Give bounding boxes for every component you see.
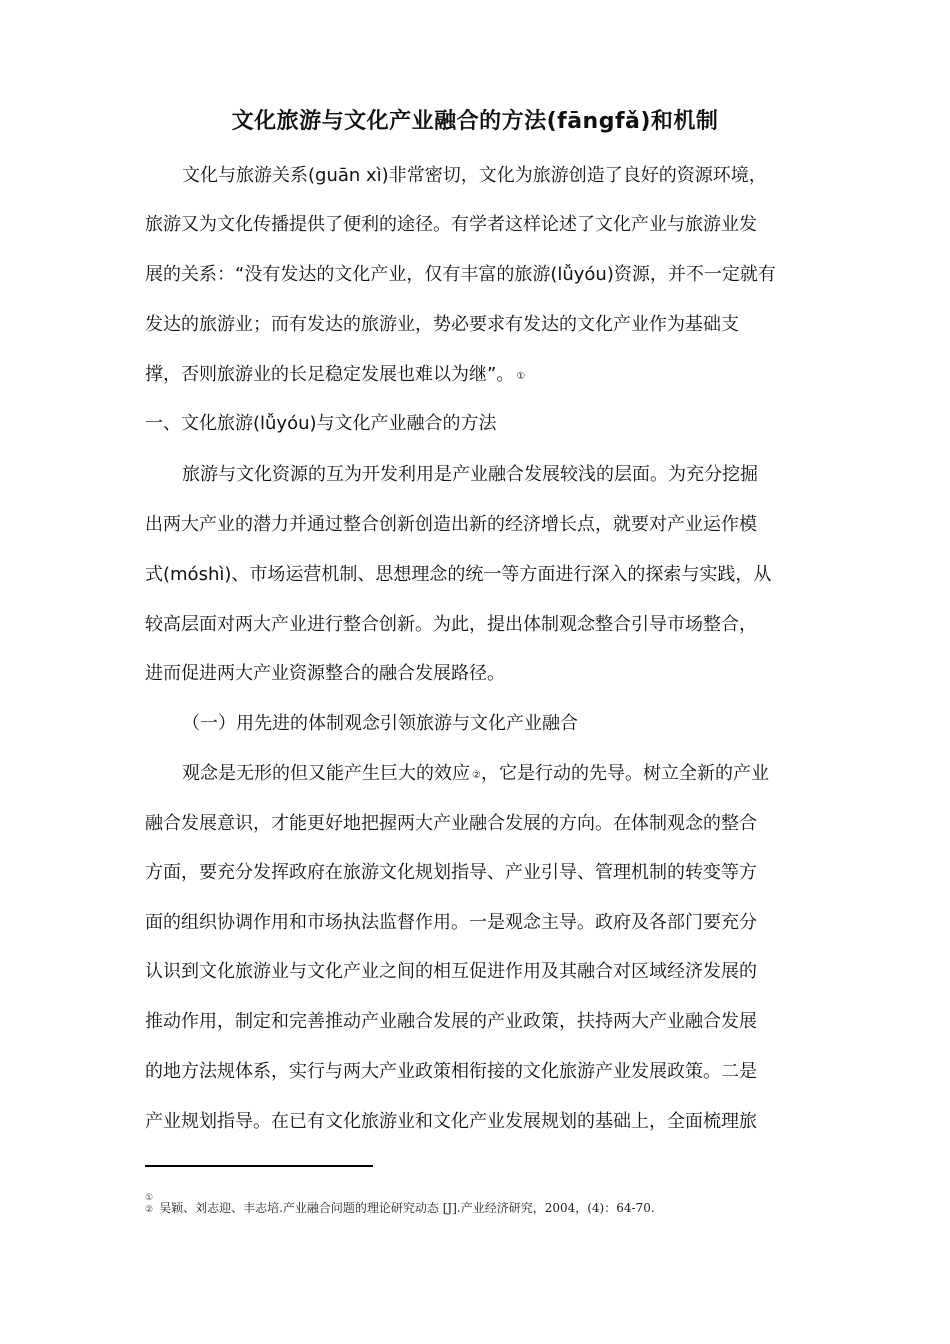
- paragraph-line: 面的组织协调作用和市场执法监督作用。一是观念主导。政府及各部门要充分: [145, 912, 757, 933]
- paragraph-line: 认识到文化旅游业与文化产业之间的相互促进作用及其融合对区域经济发展的: [145, 961, 757, 982]
- paragraph-text: 观念是无形的但又能产生巨大的效应: [182, 763, 470, 784]
- paragraph-text: 撑，否则旅游业的长足稳定发展也难以为继”。: [145, 364, 515, 385]
- footnote-reference-2[interactable]: ②: [472, 770, 481, 781]
- paragraph-line: 融合发展意识，才能更好地把握两大产业融合发展的方向。在体制观念的整合: [145, 813, 757, 834]
- document-title: 文化旅游与文化产业融合的方法(fāngfǎ)和机制: [231, 109, 719, 134]
- paragraph-line: 方面，要充分发挥政府在旅游文化规划指导、产业引导、管理机制的转变等方: [145, 862, 757, 883]
- paragraph-line: [182, 760, 769, 790]
- footnote-2: [145, 1197, 655, 1216]
- paragraph-line: [145, 361, 525, 391]
- footnote-mark-1: ①: [145, 1193, 154, 1203]
- subsection-heading-1: （一）用先进的体制观念引领旅游与文化产业融合: [182, 713, 578, 734]
- paragraph-line: 发达的旅游业；而有发达的旅游业，势必要求有发达的文化产业作为基础支: [145, 314, 739, 335]
- footnote-reference-1[interactable]: ①: [516, 371, 526, 382]
- paragraph-line: 展的关系：“没有发达的文化产业，仅有丰富的旅游(lǚyóu)资源，并不一定就有: [145, 264, 776, 285]
- footnote-separator: [145, 1165, 373, 1167]
- paragraph-line: 较高层面对两大产业进行整合创新。为此，提出体制观念整合引导市场整合，: [145, 614, 757, 635]
- paragraph-line: 文化与旅游关系(guān xì)非常密切，文化为旅游创造了良好的资源环境，: [182, 165, 767, 186]
- paragraph-line: 产业规划指导。在已有文化旅游业和文化产业发展规划的基础上，全面梳理旅: [145, 1111, 757, 1132]
- paragraph-line: 式(móshì)、市场运营机制、思想理念的统一等方面进行深入的探索与实践，从: [145, 564, 772, 585]
- footnote-mark-2: ②: [145, 1205, 154, 1215]
- paragraph-text: ，它是行动的先导。树立全新的产业: [480, 763, 769, 784]
- paragraph-line: 出两大产业的潜力并通过整合创新创造出新的经济增长点，就要对产业运作模: [145, 514, 757, 535]
- section-heading-1: 一、文化旅游(lǚyóu)与文化产业融合的方法: [145, 413, 497, 434]
- paragraph-line: 推动作用，制定和完善推动产业融合发展的产业政策，扶持两大产业融合发展: [145, 1011, 757, 1032]
- footnote-text: 吴颖、刘志迎、丰志培.产业融合问题的理论研究动态 [J].产业经济研究，2004，(4)：64-70.: [159, 1201, 655, 1215]
- paragraph-line: 旅游与文化资源的互为开发利用是产业融合发展较浅的层面。为充分挖掘: [182, 464, 758, 485]
- paragraph-line: 进而促进两大产业资源整合的融合发展路径。: [145, 663, 505, 684]
- paragraph-line: 的地方法规体系，实行与两大产业政策相衔接的文化旅游产业发展政策。二是: [145, 1061, 757, 1082]
- paragraph-line: 旅游又为文化传播提供了便利的途径。有学者这样论述了文化产业与旅游业发: [145, 214, 757, 235]
